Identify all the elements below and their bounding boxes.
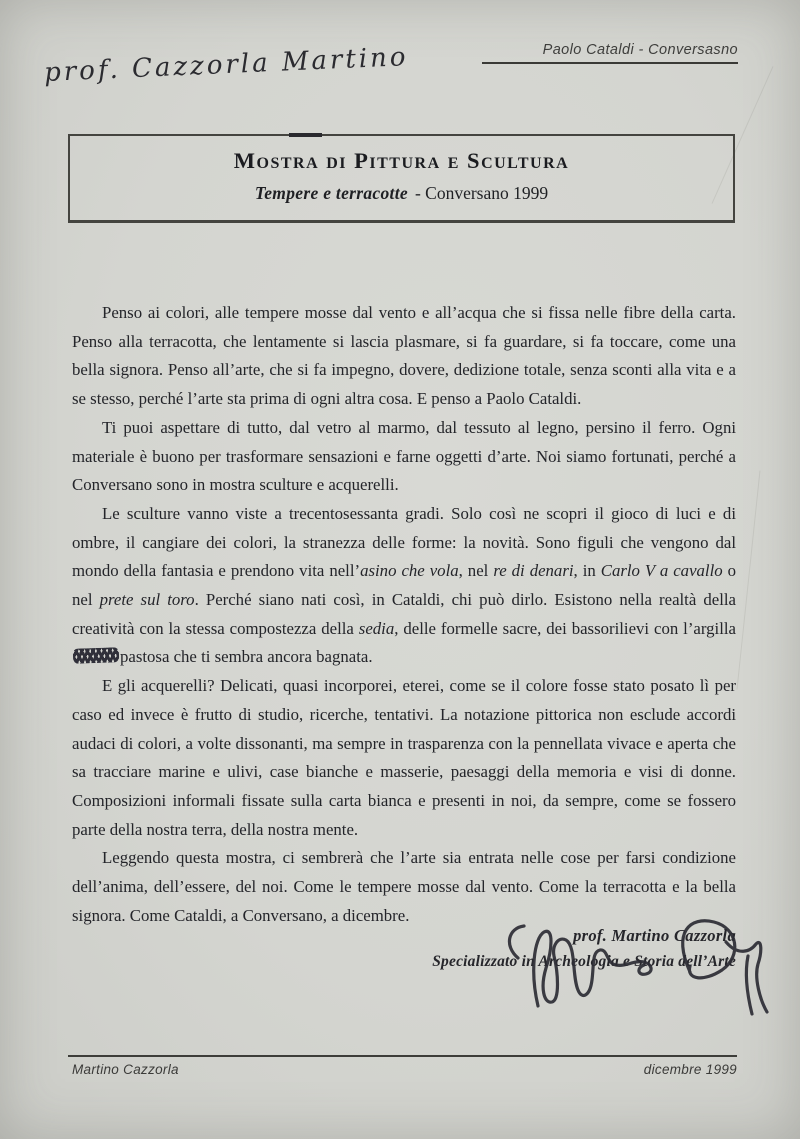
body-text-segment: E gli acquerelli? Delicati, quasi incorporei, eterei, come se il colore fosse stato posato lì per caso ed invece è frutto di studio, ricerche, tentativi. La notazione pittorica non esclude accordi audaci di colori, a volte dissonanti, ma sempre in trasparenza con la pennellata vivace e aperta che sa tracciare marine e ulivi, case bianche e masserie, paesaggi della memoria e visi di donne. Composizioni informali fissate sulla carta bianca e presenti in noi, da sempre, come se fossero parte della nostra terra, della nostra mente. bbox=[72, 676, 736, 839]
paragraph bbox=[72, 672, 736, 844]
paragraph bbox=[72, 299, 736, 414]
body-text-segment: Le sculture vanno viste a trecentosessanta gradi. Solo così ne scopri il gioco di luci e di ombre, il cangiare dei colori, la stranezza delle forme: la novità. Sono figuli che vengono dal mondo della fantasia e prendono vita nell’ bbox=[72, 503, 736, 581]
body-text-segment: Leggendo questa mostra, ci sembrerà che l’arte sia entrata nelle cose per farsi condizione dell’anima, dell’essere, del noi. Come le tempere mosse dal vento. Come la terracotta e la bella signora. Come Cataldi, a Conversano, a dicembre. bbox=[72, 848, 736, 925]
artwork-title-text: Carlo V a cavallo bbox=[600, 561, 723, 581]
title-box bbox=[68, 134, 735, 223]
header-artist-name: Paolo Cataldi - Conversasno bbox=[482, 42, 738, 64]
body-text-segment: , in bbox=[573, 561, 601, 581]
footer-rule bbox=[68, 1055, 737, 1057]
ink-mark bbox=[289, 133, 322, 137]
artwork-title-text: sedia bbox=[358, 618, 395, 638]
handwritten-author-name: prof. Cazzorla Martino bbox=[43, 42, 410, 88]
paragraph bbox=[72, 414, 736, 500]
subtitle-location-year: - Conversano 1999 bbox=[414, 183, 549, 203]
artwork-title-text: asino che vola bbox=[360, 561, 459, 581]
body-text-segment: Penso ai colori, alle tempere mosse dal vento e all’acqua che si fissa nelle fibre della carta. Penso alla terracotta, che lentamente si lascia plasmare, si fa guardare, si fa toccare, come una bella signora. Penso all’arte, che si fa impegno, dovere, dedizione totale, senza sconti alla vita e a se stesso, perché l’arte sta prima di ogni altra cosa. E penso a Paolo Cataldi. bbox=[72, 303, 736, 409]
document-body bbox=[72, 299, 736, 930]
footer-author: Martino Cazzorla bbox=[72, 1062, 179, 1077]
paper-crease bbox=[737, 471, 761, 690]
document-title: Mostra di Pittura e Scultura bbox=[233, 148, 570, 173]
inked-out-word bbox=[73, 648, 119, 665]
signature-block bbox=[432, 926, 736, 971]
document-subtitle bbox=[70, 183, 733, 204]
body-text-segment: o nel bbox=[72, 561, 737, 610]
paragraph bbox=[72, 500, 736, 672]
body-text-segment: pastosa che ti sembra ancora bagnata. bbox=[120, 647, 373, 667]
body-text-segment: Ti puoi aspettare di tutto, dal vetro al marmo, dal tessuto al legno, persino il ferro. Ogni materiale è buono per trasformare sensazioni e farne oggetti d’arte. Noi siamo fortunati, perché a Conversano sono in mostra sculture e acquerelli. bbox=[72, 417, 736, 495]
signature-name: prof. Martino Cazzorla bbox=[573, 926, 736, 945]
body-text-segment: . Perché siano nati così, in Cataldi, chi può dirlo. Esistono nella realtà della creatività con la stessa compostezza della bbox=[72, 590, 736, 638]
signature-qualification: Specializzato in Archeologia e Storia dell’Arte bbox=[432, 953, 736, 970]
paragraph bbox=[72, 844, 736, 930]
body-text-segment: , delle formelle sacre, dei bassorilievi con l’argilla bbox=[394, 618, 736, 638]
footer-date: dicembre 1999 bbox=[643, 1062, 737, 1077]
artwork-title-text: prete sul toro bbox=[99, 590, 195, 610]
artwork-title-text: re di denari bbox=[493, 561, 574, 581]
subtitle-emphasis: Tempere e terracotte bbox=[254, 183, 408, 203]
body-text-segment: , nel bbox=[458, 561, 494, 581]
